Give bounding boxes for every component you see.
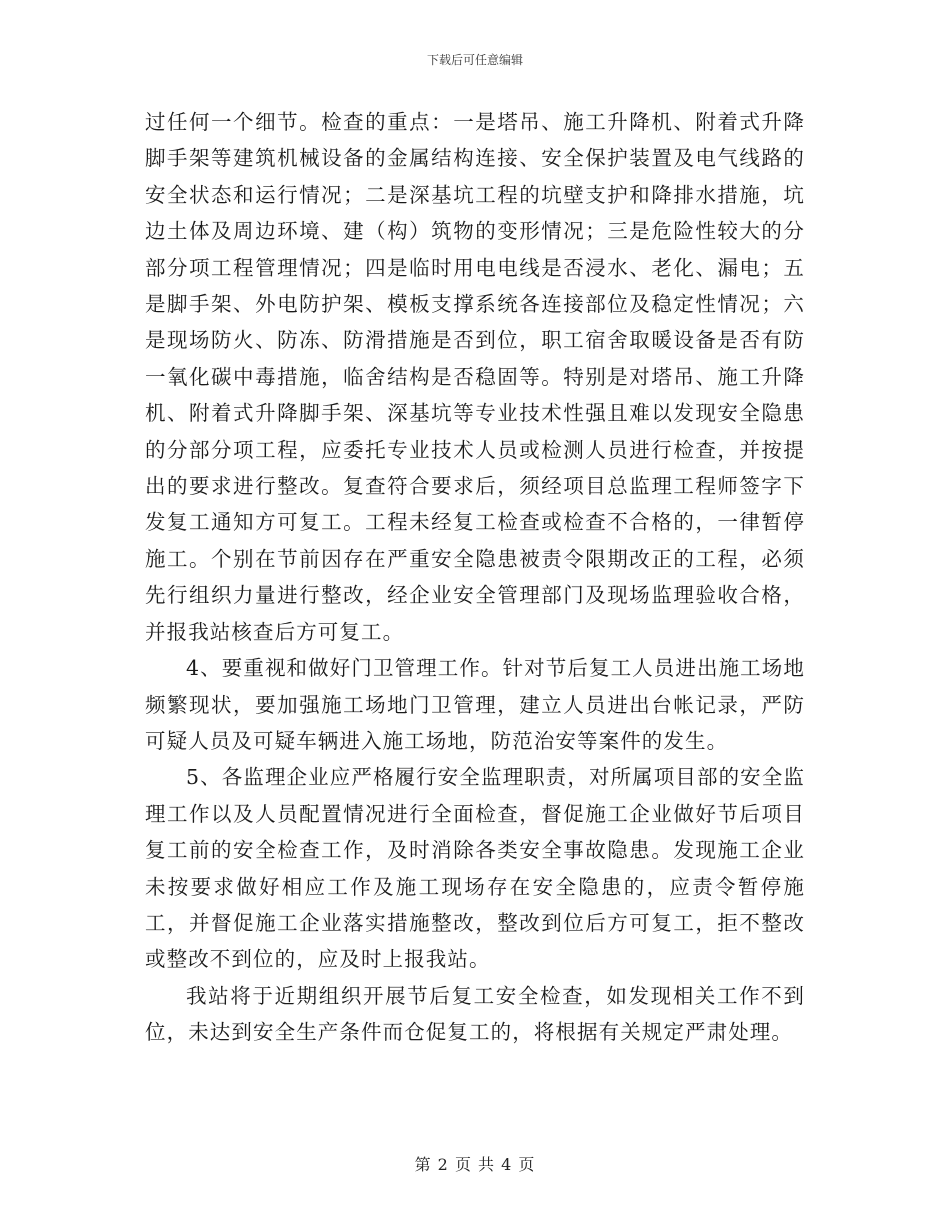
paragraph-supervision-duties: 5、各监理企业应严格履行安全监理职责，对所属项目部的安全监理工作以及人员配置情况进行全面检查，督促施工企业做好节后项目复工前的安全检查工作，及时消除各类安全事故隐患。发现施工企业未按要求做好相应工作及施工现场存在安全隐患的，应责令暂停施工，并督促施工企业落实措施整改，整改到位后方可复工，拒不整改或整改不到位的，应及时上报我站。 bbox=[145, 765, 805, 972]
paragraph-closing-notice: 我站将于近期组织开展节后复工安全检查，如发现相关工作不到位，未达到安全生产条件而仓促复工的，将根据有关规定严肃处理。 bbox=[145, 983, 805, 1045]
paragraph-gate-management: 4、要重视和做好门卫管理工作。针对节后复工人员进出施工场地频繁现状，要加强施工场地门卫管理，建立人员进出台帐记录，严防可疑人员及可疑车辆进入施工场地，防范治安等案件的发生。 bbox=[145, 656, 805, 753]
document-body bbox=[145, 104, 805, 1051]
paragraph-inspection-focus: 过任何一个细节。检查的重点：一是塔吊、施工升降机、附着式升降脚手架等建筑机械设备的金属结构连接、安全保护装置及电气线路的安全状态和运行情况；二是深基坑工程的坑壁支护和降排水措施，坑边土体及周边环境、建（构）筑物的变形情况；三是危险性较大的分部分项工程管理情况；四是临时用电电线是否浸水、老化、漏电；五是脚手架、外电防护架、模板支撑系统各连接部位及稳定性情况；六是现场防火、防冻、防滑措施是否到位，职工宿舍取暖设备是否有防一氧化碳中毒措施，临舍结构是否稳固等。特别是对塔吊、施工升降机、附着式升降脚手架、深基坑等专业技术性强且难以发现安全隐患的分部分项工程，应委托专业技术人员或检测人员进行检查，并按提出的要求进行整改。复查符合要求后，须经项目总监理工程师签字下发复工通知方可复工。工程未经复工检查或检查不合格的，一律暂停施工。个别在节前因存在严重安全隐患被责令限期改正的工程，必须先行组织力量进行整改，经企业安全管理部门及现场监理验收合格，并报我站核查后方可复工。 bbox=[145, 110, 805, 644]
page-header: 下载后可任意编辑 bbox=[426, 53, 523, 67]
page-number-footer: 第 2 页 共 4 页 bbox=[414, 1155, 536, 1174]
